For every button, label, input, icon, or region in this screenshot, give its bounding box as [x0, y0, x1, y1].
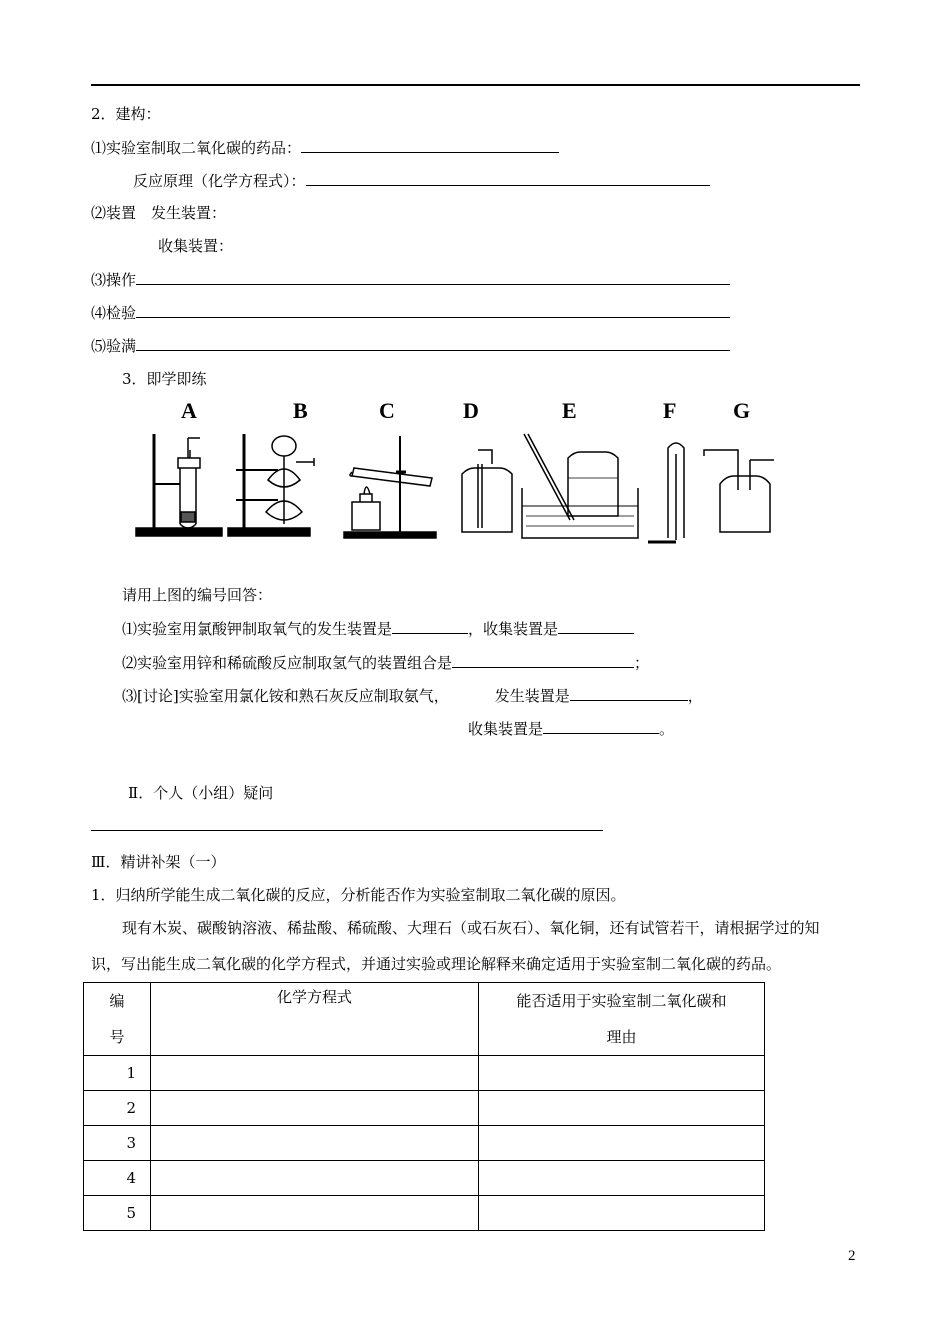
practice-q3-blank-a[interactable]: [570, 684, 688, 701]
apparatus-d-icon: [462, 450, 512, 532]
section-2-title: 2．建构：: [91, 105, 161, 123]
practice-q1-text-a: ⑴实验室用氯酸钾制取氧气的发生装置是: [122, 620, 393, 638]
q4-blank[interactable]: [136, 301, 730, 318]
q3-line: [91, 268, 730, 290]
practice-q2: [122, 651, 649, 673]
q2b-text: 收集装置：: [158, 237, 234, 255]
practice-q3-text-a: ⑶[讨论]实验室用氯化铵和熟石灰反应制取氨气，: [122, 687, 449, 705]
q1-text: ⑴实验室制取二氧化碳的药品：: [91, 139, 302, 157]
q3-blank[interactable]: [136, 268, 730, 285]
page-number: 2: [848, 1248, 856, 1264]
practice-q2-text-b: ；: [634, 654, 650, 672]
apparatus-g-icon: [704, 450, 774, 532]
q4-text: ⑷检验: [91, 304, 137, 322]
part-3-item-1: 1．归纳所学能生成二氧化碳的反应，分析能否作为实验室制取二氧化碳的原因。: [91, 886, 626, 904]
practice-q3-text-b: 发生装置是: [494, 687, 570, 705]
reaction-table: [83, 982, 765, 1231]
practice-q1-blank-b[interactable]: [558, 617, 634, 634]
table-row: [84, 1126, 765, 1161]
equation-cell[interactable]: [151, 1126, 479, 1161]
apparatus-label-e: E: [562, 398, 577, 423]
practice-q1-blank-a[interactable]: [392, 617, 468, 634]
reason-cell[interactable]: [479, 1091, 765, 1126]
equation-cell[interactable]: [151, 1196, 479, 1231]
reason-cell[interactable]: [479, 1161, 765, 1196]
part-2-title: Ⅱ．个人（小组）疑问: [128, 784, 274, 802]
section-3-title: 3．即学即练: [122, 370, 207, 388]
apparatus-f-icon: [648, 443, 684, 542]
q1-line: [91, 136, 559, 158]
practice-q1: [122, 617, 634, 639]
practice-q2-blank[interactable]: [452, 651, 634, 668]
equation-cell[interactable]: [151, 1161, 479, 1196]
practice-q3: [122, 684, 703, 706]
apparatus-label-d: D: [463, 398, 479, 423]
q5-blank[interactable]: [136, 334, 730, 351]
practice-q3-blank-b[interactable]: [543, 717, 659, 734]
part-2-answer-line[interactable]: [91, 830, 603, 831]
reason-cell[interactable]: [479, 1056, 765, 1091]
q2-text: ⑵装置 发生装置：: [91, 204, 227, 222]
part-3-para-2: 识，写出能生成二氧化碳的化学方程式，并通过实验或理论解释来确定适用于实验室制二氧化碳的药品。: [91, 955, 782, 973]
apparatus-b-icon: [228, 434, 314, 536]
row-number: 1: [84, 1056, 151, 1091]
row-number: 3: [84, 1126, 151, 1161]
apparatus-label-b: B: [293, 398, 308, 423]
header-equation-text: 化学方程式: [276, 988, 352, 1006]
table-row: [84, 1091, 765, 1126]
table-row: [84, 1196, 765, 1231]
practice-q1-text-b: ，收集装置是: [468, 620, 559, 638]
header-equation: [151, 983, 479, 1056]
table-row: [84, 1161, 765, 1196]
header-number-2: 号: [109, 1028, 125, 1046]
q5-text: ⑸验满: [91, 337, 137, 355]
q1b-text: 反应原理（化学方程式）：: [133, 172, 306, 190]
header-number: [84, 983, 151, 1056]
header-reason-1: 能否适用于实验室制二氧化碳和: [516, 992, 727, 1010]
part-3-title: Ⅲ．精讲补架（一）: [91, 853, 226, 871]
apparatus-figure: [130, 428, 790, 550]
header-reason-2: 理由: [606, 1028, 637, 1046]
header-reason: [479, 983, 765, 1056]
practice-q3-text-e: 。: [659, 720, 675, 738]
row-number: 5: [84, 1196, 151, 1231]
table-header-row: [84, 983, 765, 1056]
apparatus-prompt: 请用上图的编号回答：: [122, 586, 273, 604]
equation-cell[interactable]: [151, 1056, 479, 1091]
apparatus-label-f: F: [663, 398, 677, 423]
table-row: [84, 1056, 765, 1091]
q1-blank[interactable]: [301, 136, 559, 153]
apparatus-label-g: G: [733, 398, 751, 423]
apparatus-e-icon: [522, 434, 638, 538]
practice-q2-text-a: ⑵实验室用锌和稀硫酸反应制取氢气的装置组合是: [122, 654, 453, 672]
apparatus-label-a: A: [181, 398, 197, 423]
apparatus-a-icon: [136, 434, 222, 536]
part-3-para-1: 现有木炭、碳酸钠溶液、稀盐酸、稀硫酸、大理石（或石灰石）、氧化铜，还有试管若干，请根据学过的知: [122, 919, 820, 937]
practice-q3-text-c: ，: [687, 687, 703, 705]
apparatus-c-icon: [344, 436, 436, 538]
apparatus-label-c: C: [379, 398, 395, 423]
q1b-blank[interactable]: [306, 169, 710, 186]
row-number: 4: [84, 1161, 151, 1196]
practice-q3-cont: [468, 717, 674, 739]
q3-text: ⑶操作: [91, 271, 137, 289]
header-number-1: 编: [109, 992, 125, 1010]
q4-line: [91, 301, 730, 323]
row-number: 2: [84, 1091, 151, 1126]
q5-line: [91, 334, 730, 356]
q1b-line: [133, 169, 710, 191]
top-rule: [91, 84, 860, 86]
practice-q3-text-d: 收集装置是: [468, 720, 544, 738]
reason-cell[interactable]: [479, 1196, 765, 1231]
equation-cell[interactable]: [151, 1091, 479, 1126]
reason-cell[interactable]: [479, 1126, 765, 1161]
